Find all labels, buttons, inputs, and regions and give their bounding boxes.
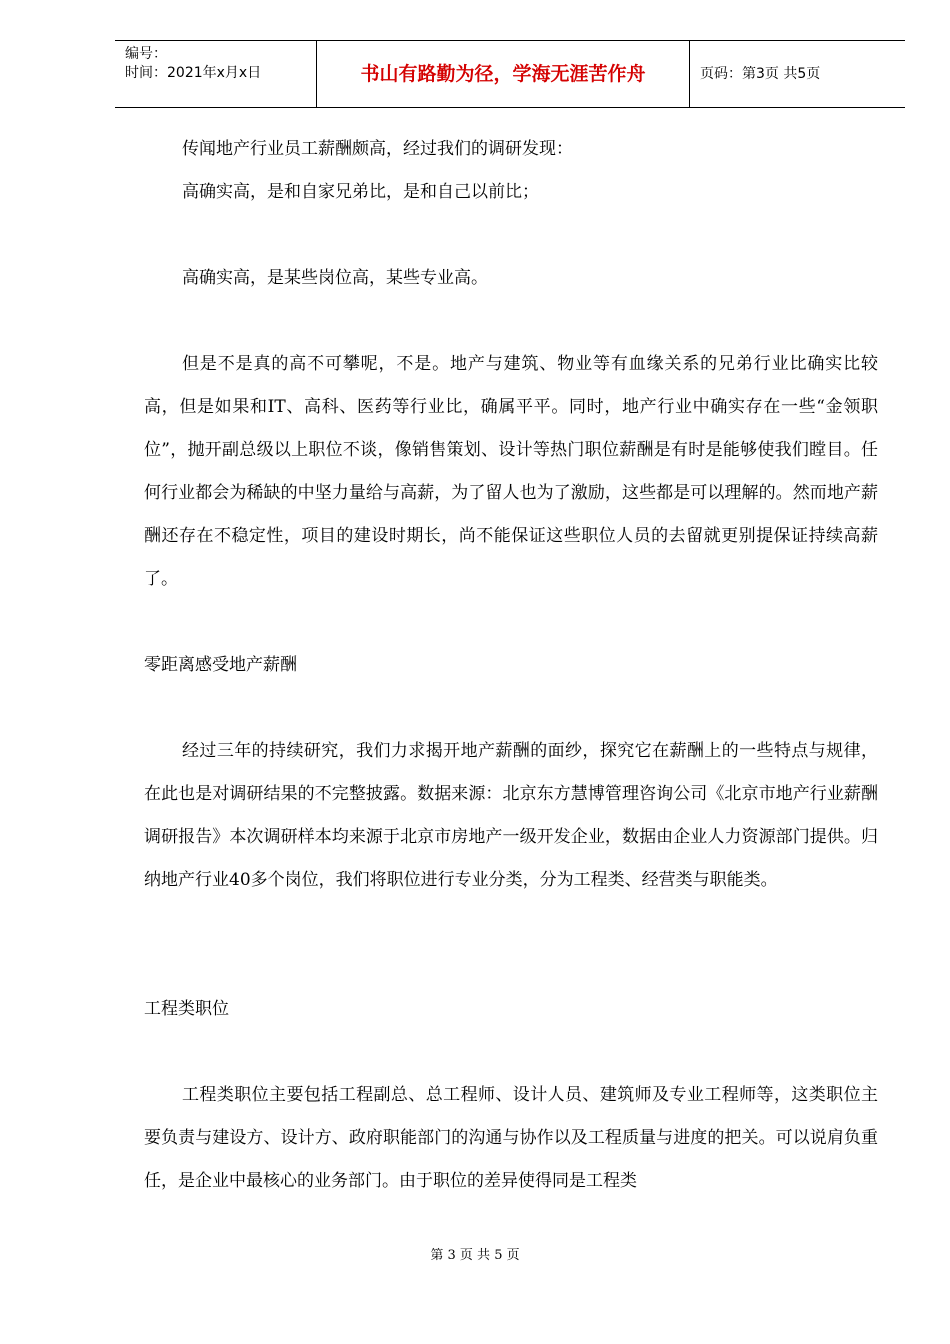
paragraph-high-positions: 高确实高，是某些岗位高，某些专业高。 xyxy=(182,268,488,288)
section-heading-engineering: 工程类职位 xyxy=(144,999,229,1019)
section-heading-salary: 零距离感受地产薪酬 xyxy=(144,655,297,675)
header-motto: 书山有路勤为径，学海无涯苦作舟 xyxy=(317,41,690,107)
paragraph-engineering: 工程类职位主要包括工程副总、总工程师、设计人员、建筑师及专业工程师等，这类职位主要负责与建设方、设计方、政府职能部门的沟通与协作以及工程质量与进度的把关。可以说肩负重任，是企业中最核心的业务部门。由于职位的差异使得同是工程类 xyxy=(144,1085,878,1191)
paragraph-high-comparison: 高确实高，是和自家兄弟比，是和自己以前比； xyxy=(182,182,539,202)
paragraph-intro: 传闻地产行业员工薪酬颇高，经过我们的调研发现： xyxy=(182,139,573,159)
paragraph-analysis: 但是不是真的高不可攀呢，不是。地产与建筑、物业等有血缘关系的兄弟行业比确实比较高，但是如果和IT、高科、医药等行业比，确属平平。同时，地产行业中确实存在一些“金领职位”，抛开副总级以上职位不谈，像销售策划、设计等热门职位薪酬是有时是能够使我们瞠目。任何行业都会为稀缺的中坚力量给与高薪，为了留人也为了激励，这些都是可以理解的。然而地产薪酬还存在不稳定性，项目的建设时期长，尚不能保证这些职位人员的去留就更别提保证持续高薪了。 xyxy=(144,354,878,589)
header-page-number: 页码：第3页 共5页 xyxy=(700,66,821,82)
page-footer: 第 3 页 共 5 页 xyxy=(430,1248,520,1263)
document-number: 编号： xyxy=(125,46,167,62)
document-header xyxy=(115,40,905,108)
header-meta xyxy=(115,41,317,107)
document-time: 时间：2021年x月x日 xyxy=(125,65,262,81)
paragraph-research: 经过三年的持续研究，我们力求揭开地产薪酬的面纱，探究它在薪酬上的一些特点与规律，在此也是对调研结果的不完整披露。数据来源：北京东方慧博管理咨询公司《北京市地产行业薪酬调研报告》本次调研样本均来源于北京市房地产一级开发企业，数据由企业人力资源部门提供。归纳地产行业40多个岗位，我们将职位进行专业分类，分为工程类、经营类与职能类。 xyxy=(144,741,878,890)
